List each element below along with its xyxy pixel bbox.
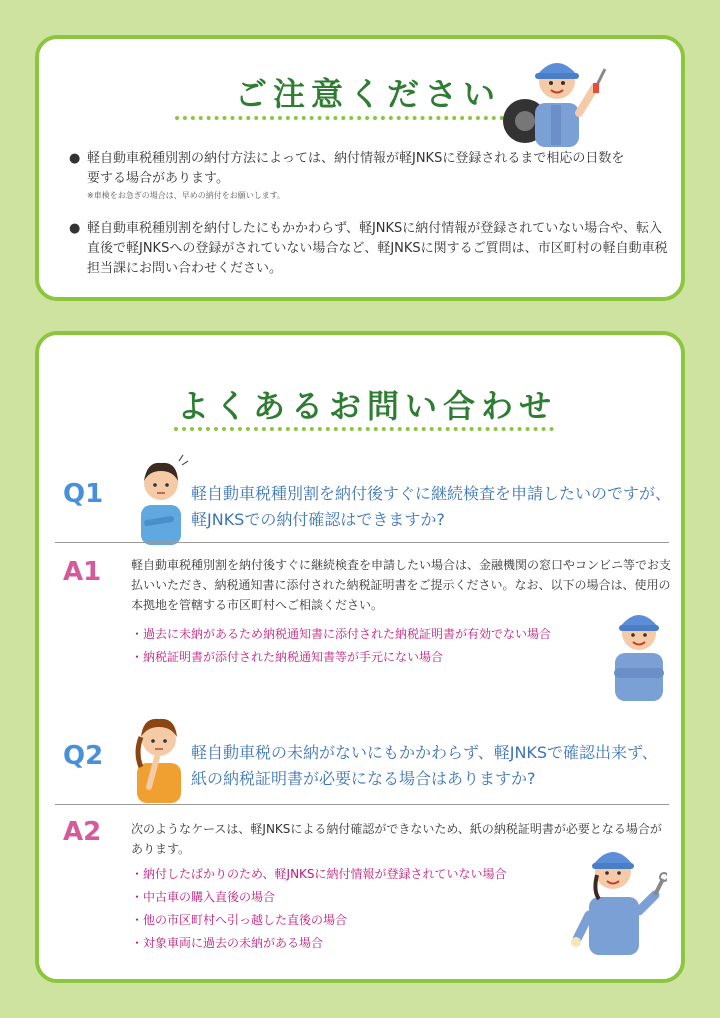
a2-label: A2 [63, 817, 102, 847]
faq-title-underline [174, 427, 554, 431]
list-item: ・ 他の市区町村へ引っ越した直後の場合 [131, 909, 507, 932]
woman-thinking-illustration [129, 707, 189, 803]
mechanic-with-wrench-illustration [567, 835, 667, 955]
list-item: ・ 中古車の購入直後の場合 [131, 886, 507, 909]
notice-item-2 [69, 219, 669, 279]
q1-divider [55, 542, 669, 543]
q1-text: 軽自動車税種別割を納付後すぐに継続検査を申請したいのですが、軽JNKSでの納付確認はできますか? [191, 484, 672, 529]
q2-divider [55, 804, 669, 805]
a1-points [131, 623, 551, 669]
list-item: ・ 納税証明書が添付された納税通知書等が手元にない場合 [131, 646, 551, 669]
bullet-icon: ● [69, 221, 81, 236]
notice-item-2-text: 軽自動車税種別割を納付したにもかかわらず、軽JNKSに納付情報が登録されていない場合や、転入直後で軽JNKSへの登録がされていない場合など、軽JNKSに関するご質問は、市区町村の軽自動車税担当課にお問い合わせください。 [87, 221, 668, 276]
man-thinking-illustration [133, 453, 189, 545]
faq-title: よくあるお問い合わせ [177, 387, 558, 425]
faq-card [35, 331, 685, 983]
a2-points [131, 863, 507, 955]
notice-item-1-note: ※車検をお急ぎの場合は、早めの納付をお願いします。 [87, 191, 286, 200]
notice-item-1-text: 軽自動車税種別割の納付方法によっては、納付情報が軽JNKSに登録されるまで相応の日数を要する場合があります。 [87, 151, 625, 186]
notice-title: ご注意ください [235, 75, 502, 113]
list-item: ・ 納付したばかりのため、軽JNKSに納付情報が登録されていない場合 [131, 863, 507, 886]
list-item: ・ 過去に未納があるため納税通知書に添付された納税証明書が有効でない場合 [131, 623, 551, 646]
notice-title-underline [175, 116, 520, 120]
q1-label: Q1 [63, 479, 104, 509]
notice-item-1 [69, 149, 629, 203]
a2-text: 次のようなケースは、軽JNKSによる納付確認ができないため、紙の納税証明書が必要となる場合があります。 [131, 822, 662, 856]
q2-text: 軽自動車税の未納がないにもかかわらず、軽JNKSで確認出来ず、紙の納税証明書が必要になる場合はありますか? [191, 743, 658, 788]
a1-label: A1 [63, 557, 102, 587]
bullet-icon: ● [69, 151, 81, 166]
list-item: ・ 対象車両に過去の未納がある場合 [131, 932, 507, 955]
q2-label: Q2 [63, 741, 104, 771]
notice-card [35, 35, 685, 301]
mechanic-arms-crossed-illustration [609, 601, 669, 701]
a1-text: 軽自動車税種別割を納付後すぐに継続検査を申請したい場合は、金融機関の窓口やコンビニ等でお支払いいただき、納税通知書に添付された納税証明書をご提示ください。なお、以下の場合は、使用の本拠地を管轄する市区町村へご相談ください。 [131, 558, 672, 612]
mechanic-with-tire-illustration [499, 43, 619, 147]
